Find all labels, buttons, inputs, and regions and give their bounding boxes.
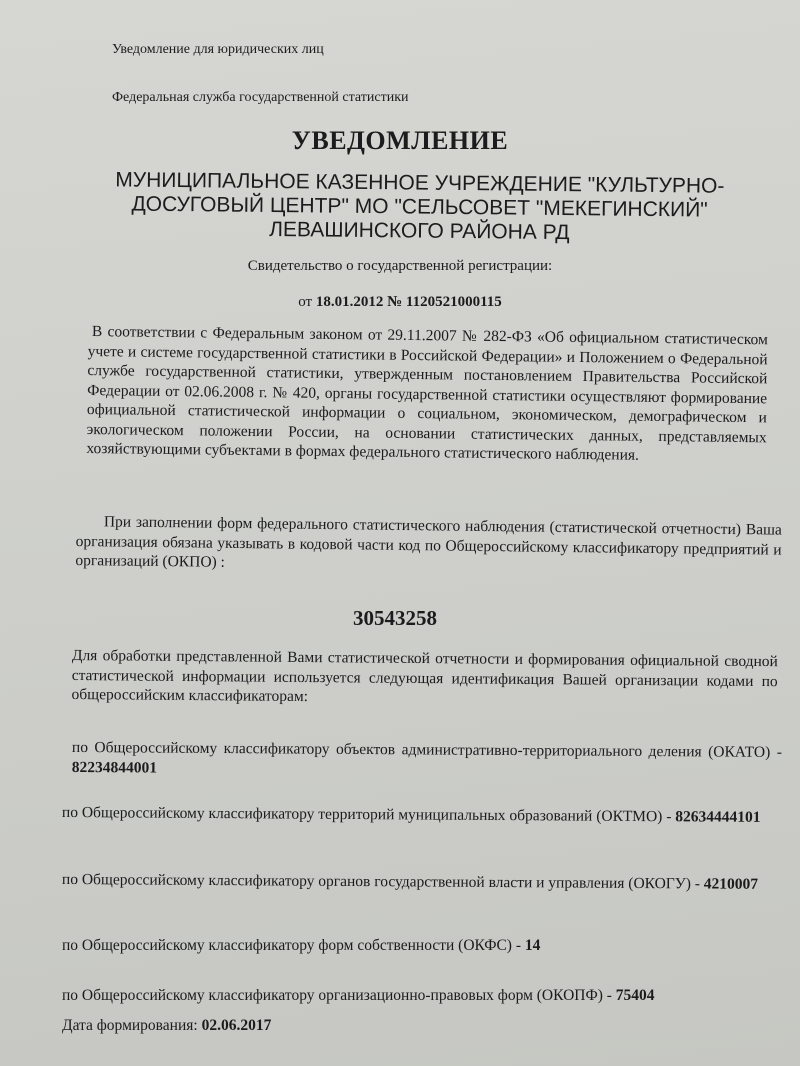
code-okogu-label: по Общероссийскому классификатору органов государственной власти и управления (ОКОГУ) - [61,871,701,893]
code-okfs [62,936,780,956]
organization-name-line-1: МУНИЦИПАЛЬНОЕ КАЗЕННОЕ УЧРЕЖДЕНИЕ "КУЛЬТУРНО- [115,168,725,198]
formation-date-label: Дата формирования: [62,1017,198,1034]
code-okato-label: по Общероссийскому классификатору объектов административно-территориального деления (ОКАТО) - [71,739,782,761]
header-agency-line: Федеральная служба государственной статистики [112,90,409,105]
paragraph-okpo-instruction [75,512,782,579]
document-title: УВЕДОМЛЕНИЕ [291,126,509,155]
code-okopf [62,986,780,1006]
formation-date-line [62,1016,780,1036]
organization-name [79,168,760,247]
code-okogu [62,870,780,895]
code-okopf-value: 75404 [615,987,655,1004]
code-okfs-value: 14 [524,937,541,954]
registration-from: от [298,294,313,310]
code-oktmo-value: 82634444101 [675,808,761,826]
code-okopf-label: по Общероссийскому классификатору организационно-правовых форм (ОКОПФ) - [62,987,612,1004]
paragraph-legal-basis [86,322,768,467]
registration-number: № 1120521000115 [387,294,502,310]
code-oktmo-label: по Общероссийскому классификатору территорий муниципальных образований (ОКТМО) - [61,804,672,826]
registration-date: 18.01.2012 [315,294,384,310]
organization-name-line-2: ДОСУГОВЫЙ ЦЕНТР" МО "СЕЛЬСОВЕТ "МЕКЕГИНСКИЙ" [131,192,708,222]
header-recipient-line: Уведомление для юридических лиц [112,42,324,57]
code-okfs-label: по Общероссийскому классификатору форм собственности (ОКФС) - [62,937,521,954]
code-okogu-value: 4210007 [703,875,759,893]
okpo-code: 30543258 [353,606,437,630]
code-okato [72,738,782,783]
paragraph-legal-basis-text: В соответствии с Федеральным законом от 29.11.2007 № 282-ФЗ «Об официальном статистическом учете и системе государственной статистики в Российской Федерации» и Положением о Федеральной службе государственной статистики, утвержденным постановлением Правительства Российской Федерации от 02.06.2008 г. № 420, органы государственной статистики осуществляют формирование официальной статистической информации о социальном, экономическом, демографическом и экологическом положении России, на основании статистических данных, представляемых хозяйствующими субъектами в формах федерального статистического наблюдения. [86,323,768,464]
paragraph-okpo-instruction-text: При заполнении форм федерального статистического наблюдения (статистической отчетности) Ваша организация обязана указывать в кодовой части код по Общероссийскому классификатору предприятий и организаций (ОКПО) : [75,513,782,571]
organization-name-line-3: ЛЕВАШИНСКОГО РАЙОНА РД [269,217,570,245]
code-okato-value: 82234844001 [71,758,158,777]
registration-details [0,294,800,311]
formation-date-value: 02.06.2017 [201,1017,272,1034]
paragraph-identification-text: Для обработки представленной Вами статистической отчетности и формирования официальной сводной статистической информации используется следующая идентификация Вашей организации кодами по общероссийским классификаторам: [71,646,778,706]
registration-label: Свидетельство о государственной регистрации: [247,258,553,274]
paragraph-identification [71,646,777,711]
code-oktmo [62,803,778,828]
